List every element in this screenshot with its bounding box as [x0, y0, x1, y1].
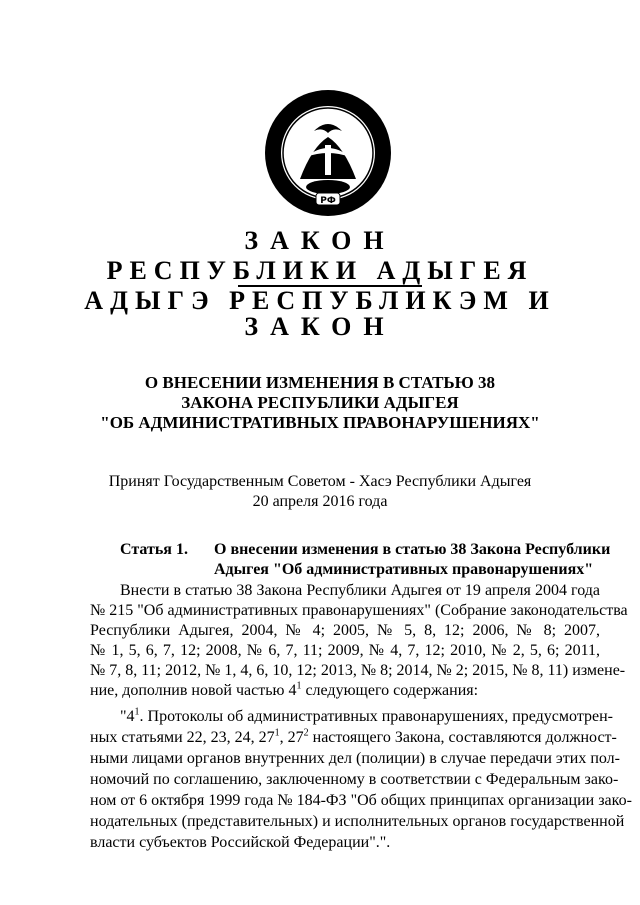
quote-line: ном от 6 октября 1999 года № 184-ФЗ "Об общих принципах организации зако-	[90, 792, 632, 809]
quote-line: власти субъектов Российской Федерации".".	[90, 834, 391, 851]
quote-text: ных статьями 22, 23, 24, 27	[90, 729, 275, 746]
quote-line: нодательных (представительных) и исполнительных органов государственной	[90, 813, 625, 830]
superscript: 2	[303, 727, 309, 739]
body-line: № 1, 5, 6, 7, 12; 2008, № 6, 7, 11; 2009, № 4, 7, 12; 2010, № 2, 5, 6; 2011,	[90, 642, 600, 659]
title-line3: АДЫГЭ РЕСПУБЛИКЭМ И	[84, 286, 556, 315]
article-label: Статья 1.	[120, 541, 188, 558]
body-text: ние, дополнив новой частью 4	[90, 682, 297, 699]
title-line2: РЕСПУБЛИКИ АДЫГЕЯ	[106, 256, 534, 285]
body-line: Внести в статью 38 Закона Республики Адыгея от 19 апреля 2004 года	[120, 582, 600, 599]
quote-line: ными лицами органов внутренних дел (полиции) в случае передачи этих пол-	[90, 750, 620, 767]
body-line: Республики Адыгея, 2004, № 4; 2005, № 5, 8, 12; 2006, № 8; 2007,	[90, 622, 600, 639]
emblem-seal	[262, 87, 394, 219]
heading-line1: О ВНЕСЕНИИ ИЗМЕНЕНИЯ В СТАТЬЮ 38	[144, 373, 496, 392]
article-title-line2: Адыгея "Об административных правонарушениях"	[214, 561, 594, 578]
superscript: 1	[134, 706, 140, 718]
quote-text: , 27	[279, 729, 304, 746]
title-line1: ЗАКОН	[244, 226, 396, 255]
quote-line: номочий по соглашению, заключенному в соответствии с Федеральным зако-	[90, 771, 619, 788]
article-title-line1: О внесении изменения в статью 38 Закона Республики	[214, 541, 611, 558]
adopted-date: 20 апреля 2016 года	[252, 493, 388, 510]
body-text: следующего содержания:	[301, 682, 479, 699]
emblem-bottom-text: РФ	[320, 196, 336, 206]
quote-text: "4	[120, 708, 135, 725]
body-line-last	[90, 681, 600, 701]
heading-line3: "ОБ АДМИНИСТРАТИВНЫХ ПРАВОНАРУШЕНИЯХ"	[100, 413, 540, 432]
superscript: 1	[296, 680, 302, 692]
body-line: № 7, 8, 11; 2012, № 1, 4, 6, 10, 12; 2013, № 8; 2014, № 2; 2015, № 8, 11) измене-	[90, 662, 626, 679]
body-line: № 215 "Об административных правонарушениях" (Собрание законодательства	[90, 602, 628, 619]
quote-text: настоящего Закона, составляются должност-	[308, 729, 617, 746]
superscript: 1	[274, 727, 280, 739]
quote-line	[120, 706, 613, 727]
quote-text: . Протоколы об административных правонарушениях, предусмотрен-	[139, 708, 613, 725]
quote-line	[90, 727, 617, 748]
heading-line2: ЗАКОНА РЕСПУБЛИКИ АДЫГЕЯ	[181, 393, 459, 412]
adopted-line1: Принят Государственным Советом - Хасэ Республики Адыгея	[108, 473, 532, 490]
title-line4: ЗАКОН	[244, 312, 396, 341]
